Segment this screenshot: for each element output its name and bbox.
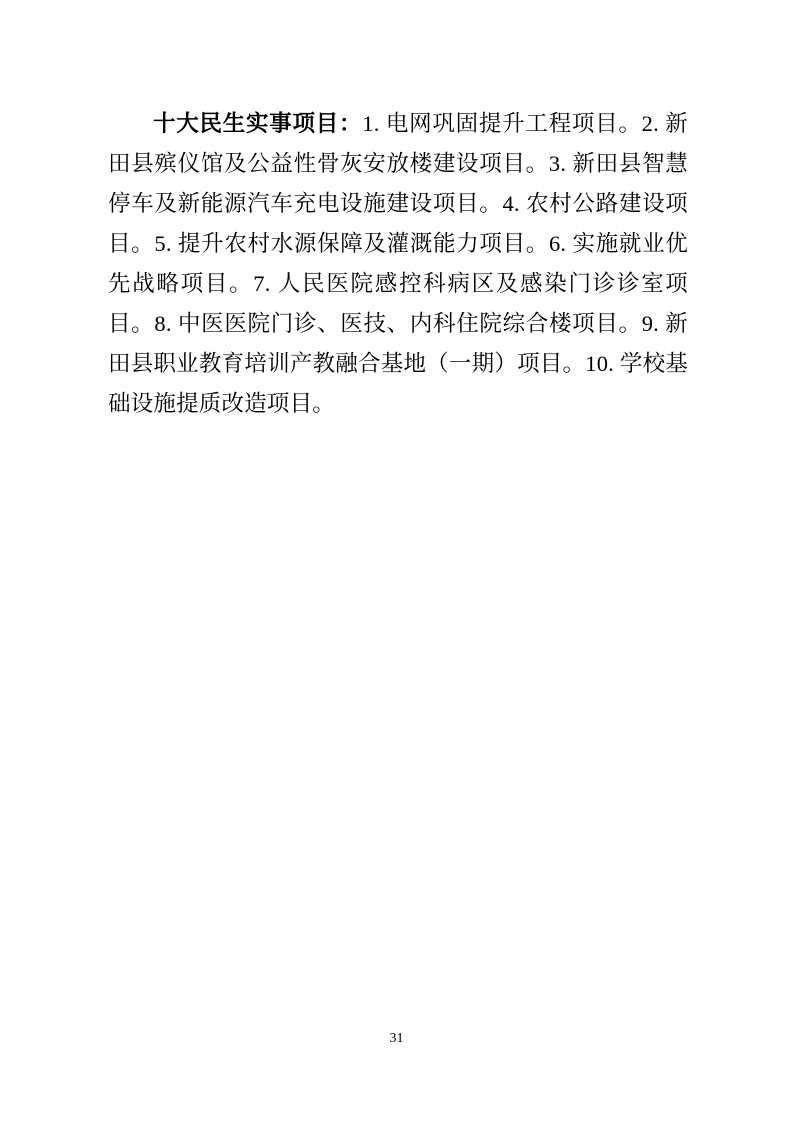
body-paragraph <box>108 104 688 424</box>
paragraph-lead-label: 十大民生实事项目： <box>153 111 363 136</box>
page-number: 31 <box>389 1031 404 1046</box>
page-content <box>108 104 688 424</box>
paragraph-text: 1. 电网巩固提升工程项目。2. 新田县殡仪馆及公益性骨灰安放楼建设项目。3. 新田县智慧停车及新能源汽车充电设施建设项目。4. 农村公路建设项目。5. 提升农村水源保障及灌溉能力项目。6. 实施就业优先战略项目。7. 人民医院感控科病区及感染门诊诊室项目。8. 中医医院门诊、医技、内科住院综合楼项目。9. 新田县职业教育培训产教融合基地（一期）项目。10. 学校基础设施提质改造项目。 <box>108 111 688 416</box>
